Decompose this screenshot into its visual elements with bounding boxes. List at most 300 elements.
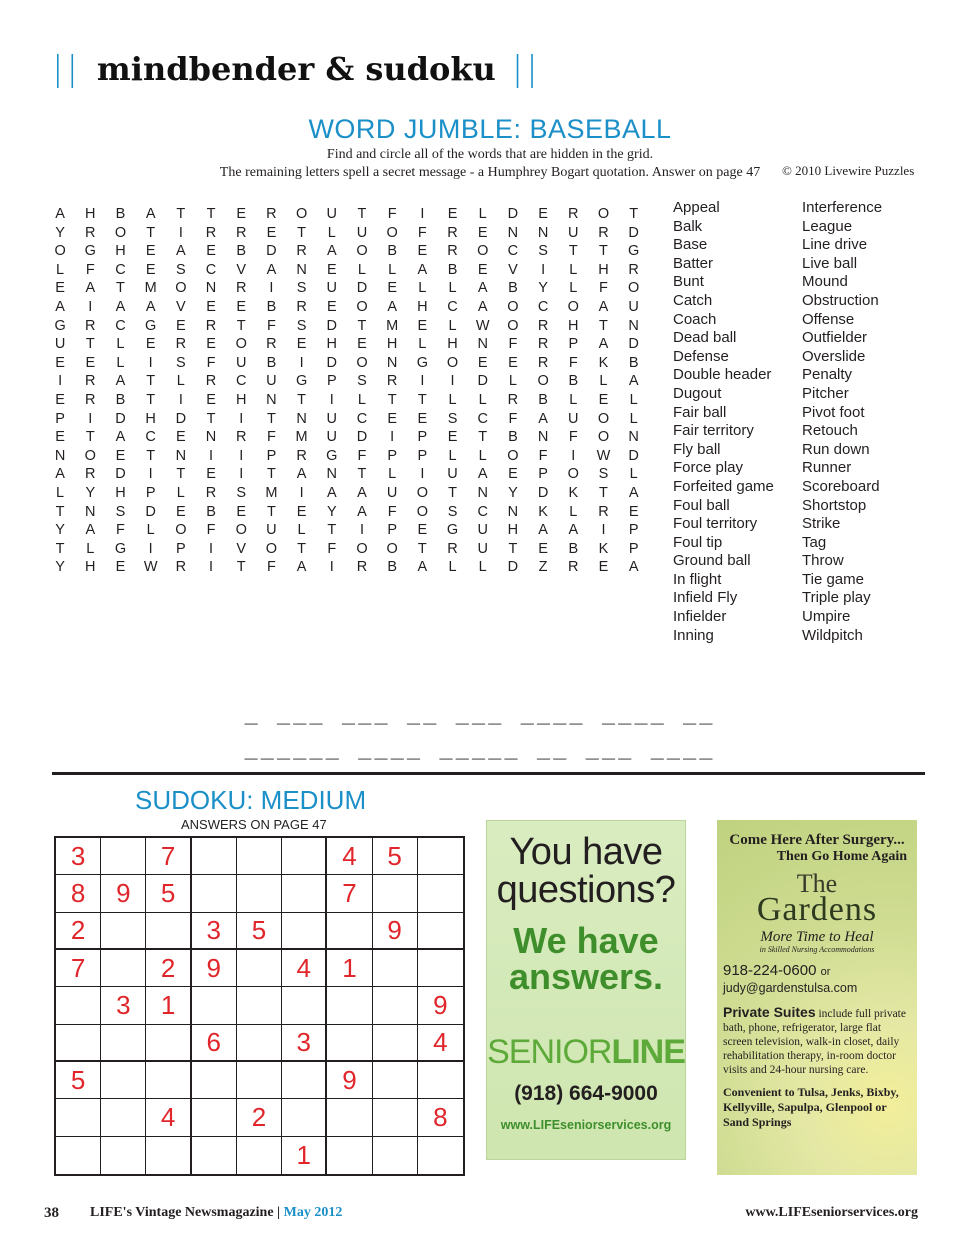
grid-letter[interactable]: Y (85, 484, 96, 501)
grid-letter[interactable]: A (55, 298, 65, 315)
sudoku-grid[interactable] (54, 836, 465, 1176)
grid-letter[interactable]: F (508, 336, 518, 353)
grid-letter[interactable]: A (538, 522, 548, 539)
grid-letter[interactable]: R (235, 224, 247, 241)
grid-letter[interactable]: A (296, 466, 307, 483)
sudoku-cell[interactable]: 3 (101, 987, 146, 1024)
grid-letter[interactable]: E (508, 466, 518, 483)
sudoku-cell[interactable]: 8 (56, 875, 101, 912)
grid-letter[interactable]: C (477, 503, 488, 520)
grid-letter[interactable]: L (569, 261, 578, 278)
grid-letter[interactable]: B (115, 391, 126, 408)
grid-letter[interactable]: D (115, 466, 126, 483)
grid-letter[interactable]: L (56, 484, 65, 501)
grid-letter[interactable]: T (146, 391, 156, 408)
grid-letter[interactable]: E (55, 354, 65, 371)
grid-letter[interactable]: A (477, 298, 488, 315)
grid-letter[interactable]: L (478, 559, 487, 576)
grid-letter[interactable]: I (148, 466, 153, 483)
grid-letter[interactable]: A (85, 280, 96, 297)
grid-letter[interactable]: U (54, 336, 66, 353)
sudoku-cell[interactable]: 7 (146, 838, 191, 875)
grid-letter[interactable]: R (537, 317, 549, 334)
grid-letter[interactable]: O (295, 206, 308, 222)
grid-letter[interactable]: I (450, 373, 455, 390)
grid-letter[interactable]: I (239, 466, 244, 483)
grid-letter[interactable]: T (599, 484, 608, 501)
grid-letter[interactable]: T (387, 391, 397, 408)
grid-letter[interactable]: L (176, 484, 185, 501)
grid-letter[interactable]: T (55, 503, 65, 520)
grid-letter[interactable]: P (387, 447, 397, 464)
grid-letter[interactable]: E (417, 243, 428, 260)
grid-letter[interactable]: E (145, 261, 156, 278)
sudoku-cell[interactable] (418, 913, 463, 950)
sudoku-cell[interactable] (373, 987, 418, 1024)
grid-letter[interactable]: P (55, 410, 65, 427)
grid-letter[interactable]: G (446, 522, 459, 539)
grid-letter[interactable]: O (567, 298, 579, 315)
grid-letter[interactable]: T (357, 466, 367, 483)
sudoku-cell[interactable]: 6 (192, 1025, 237, 1062)
sudoku-cell[interactable] (373, 875, 418, 912)
grid-letter[interactable]: U (266, 522, 277, 539)
grid-letter[interactable]: I (420, 466, 425, 483)
grid-letter[interactable]: E (266, 224, 277, 241)
grid-letter[interactable]: G (326, 447, 338, 464)
grid-letter[interactable]: N (507, 503, 519, 520)
sudoku-cell[interactable] (146, 1025, 191, 1062)
grid-letter[interactable]: H (598, 261, 609, 278)
grid-letter[interactable]: O (356, 298, 368, 315)
grid-letter[interactable]: T (236, 317, 246, 334)
sudoku-cell[interactable] (237, 950, 282, 987)
grid-letter[interactable]: R (205, 373, 217, 390)
grid-letter[interactable]: U (356, 224, 368, 241)
grid-letter[interactable]: U (266, 373, 277, 390)
grid-letter[interactable]: K (598, 540, 609, 557)
grid-letter[interactable]: Y (55, 522, 65, 539)
grid-letter[interactable]: K (568, 484, 579, 501)
grid-letter[interactable]: E (145, 243, 156, 260)
grid-letter[interactable]: U (477, 522, 488, 539)
grid-letter[interactable]: R (356, 559, 368, 576)
grid-letter[interactable]: T (599, 317, 608, 334)
sudoku-cell[interactable] (146, 913, 191, 950)
grid-letter[interactable]: E (236, 206, 247, 222)
grid-letter[interactable]: F (538, 447, 548, 464)
grid-letter[interactable]: S (115, 503, 126, 520)
grid-letter[interactable]: B (568, 373, 579, 390)
sudoku-cell[interactable] (282, 913, 327, 950)
grid-letter[interactable]: R (296, 447, 307, 464)
grid-letter[interactable]: A (357, 484, 367, 501)
grid-letter[interactable]: P (628, 522, 639, 539)
grid-letter[interactable]: O (175, 280, 187, 297)
grid-letter[interactable]: L (478, 447, 487, 464)
grid-letter[interactable]: R (85, 224, 96, 241)
grid-letter[interactable]: T (176, 206, 186, 222)
grid-letter[interactable]: L (176, 373, 185, 390)
grid-letter[interactable]: F (357, 447, 367, 464)
grid-letter[interactable]: N (628, 429, 639, 446)
grid-letter[interactable]: G (628, 243, 640, 260)
grid-letter[interactable]: L (569, 503, 578, 520)
sudoku-cell[interactable]: 5 (146, 875, 191, 912)
grid-letter[interactable]: H (115, 484, 126, 501)
grid-letter[interactable]: H (447, 336, 458, 353)
grid-letter[interactable]: A (598, 336, 609, 353)
grid-letter[interactable]: B (115, 206, 126, 222)
sudoku-cell[interactable] (373, 1137, 418, 1174)
grid-letter[interactable]: T (417, 391, 427, 408)
grid-letter[interactable]: B (568, 540, 579, 557)
grid-letter[interactable]: C (115, 261, 126, 278)
grid-letter[interactable]: H (507, 522, 519, 539)
grid-letter[interactable]: U (628, 298, 639, 315)
grid-letter[interactable]: H (417, 298, 428, 315)
grid-letter[interactable]: R (447, 224, 458, 241)
grid-letter[interactable]: N (175, 447, 187, 464)
grid-letter[interactable]: C (356, 410, 368, 427)
grid-letter[interactable]: I (601, 522, 606, 539)
grid-letter[interactable]: V (176, 298, 186, 315)
grid-letter[interactable]: A (115, 373, 126, 390)
grid-letter[interactable]: I (269, 280, 274, 297)
grid-letter[interactable]: O (356, 540, 368, 557)
grid-letter[interactable]: T (176, 466, 186, 483)
grid-letter[interactable]: M (144, 280, 157, 297)
sudoku-cell[interactable] (56, 1025, 101, 1062)
sudoku-cell[interactable] (56, 1099, 101, 1136)
grid-letter[interactable]: U (568, 410, 579, 427)
sudoku-cell[interactable] (373, 1025, 418, 1062)
grid-letter[interactable]: E (387, 410, 397, 427)
sudoku-cell[interactable]: 8 (418, 1099, 463, 1136)
grid-letter[interactable]: N (386, 354, 398, 371)
sudoku-cell[interactable]: 3 (56, 838, 101, 875)
grid-letter[interactable]: O (628, 280, 640, 297)
sudoku-cell[interactable]: 9 (192, 950, 237, 987)
sudoku-cell[interactable] (418, 838, 463, 875)
grid-letter[interactable]: T (417, 540, 427, 557)
grid-letter[interactable]: O (235, 522, 247, 539)
grid-letter[interactable]: N (266, 391, 277, 408)
grid-letter[interactable]: T (297, 224, 307, 241)
grid-letter[interactable]: H (568, 317, 579, 334)
sudoku-cell[interactable] (56, 987, 101, 1024)
grid-letter[interactable]: N (85, 503, 96, 520)
sudoku-cell[interactable] (282, 1062, 327, 1099)
grid-letter[interactable]: A (266, 261, 277, 278)
grid-letter[interactable]: E (176, 503, 186, 520)
sudoku-cell[interactable]: 4 (282, 950, 327, 987)
grid-letter[interactable]: E (508, 354, 518, 371)
sudoku-cell[interactable] (237, 838, 282, 875)
grid-letter[interactable]: C (507, 243, 519, 260)
grid-letter[interactable]: R (235, 429, 247, 446)
sudoku-cell[interactable] (101, 950, 146, 987)
grid-letter[interactable]: A (628, 559, 639, 576)
grid-letter[interactable]: L (629, 391, 638, 408)
grid-letter[interactable]: E (357, 336, 367, 353)
sudoku-cell[interactable] (373, 1062, 418, 1099)
grid-letter[interactable]: L (418, 336, 427, 353)
grid-letter[interactable]: U (326, 280, 338, 297)
sudoku-cell[interactable] (192, 875, 237, 912)
grid-letter[interactable]: I (88, 298, 93, 315)
grid-letter[interactable]: F (266, 559, 276, 576)
grid-letter[interactable]: R (386, 373, 398, 390)
grid-letter[interactable]: M (386, 317, 399, 334)
grid-letter[interactable]: H (85, 206, 96, 222)
grid-letter[interactable]: C (145, 429, 156, 446)
grid-letter[interactable]: B (206, 503, 216, 520)
grid-letter[interactable]: L (357, 261, 366, 278)
grid-letter[interactable]: W (143, 559, 158, 576)
sudoku-cell[interactable] (237, 1062, 282, 1099)
grid-letter[interactable]: A (598, 298, 609, 315)
grid-letter[interactable]: A (176, 243, 186, 260)
grid-letter[interactable]: I (420, 206, 425, 222)
sudoku-cell[interactable]: 9 (101, 875, 146, 912)
sudoku-cell[interactable] (101, 913, 146, 950)
grid-letter[interactable]: F (508, 410, 518, 427)
grid-letter[interactable]: I (541, 261, 546, 278)
grid-letter[interactable]: A (115, 298, 126, 315)
grid-letter[interactable]: O (175, 522, 187, 539)
grid-letter[interactable]: S (357, 373, 367, 390)
grid-letter[interactable]: A (357, 503, 367, 520)
grid-letter[interactable]: R (568, 206, 579, 222)
grid-letter[interactable]: B (628, 354, 639, 371)
grid-letter[interactable]: I (390, 429, 395, 446)
grid-letter[interactable]: O (507, 298, 519, 315)
grid-letter[interactable]: B (387, 243, 397, 260)
grid-letter[interactable]: H (235, 391, 247, 408)
grid-letter[interactable]: E (326, 298, 337, 315)
grid-letter[interactable]: R (507, 391, 519, 408)
sudoku-cell[interactable] (373, 1099, 418, 1136)
grid-letter[interactable]: Y (55, 559, 65, 576)
grid-letter[interactable]: O (537, 373, 549, 390)
grid-letter[interactable]: L (448, 317, 457, 334)
grid-letter[interactable]: S (236, 484, 247, 501)
sudoku-cell[interactable] (282, 987, 327, 1024)
grid-letter[interactable]: S (296, 317, 307, 334)
grid-letter[interactable]: N (507, 224, 519, 241)
grid-letter[interactable]: E (417, 317, 428, 334)
grid-letter[interactable]: A (115, 429, 126, 446)
grid-letter[interactable]: L (327, 224, 336, 241)
grid-letter[interactable]: O (507, 317, 519, 334)
grid-letter[interactable]: O (477, 243, 489, 260)
grid-letter[interactable]: T (206, 410, 216, 427)
grid-letter[interactable]: R (447, 243, 458, 260)
grid-letter[interactable]: T (85, 429, 95, 446)
grid-letter[interactable]: I (209, 540, 214, 557)
grid-letter[interactable]: L (478, 391, 487, 408)
grid-letter[interactable]: T (146, 373, 156, 390)
grid-letter[interactable]: P (568, 336, 579, 353)
grid-letter[interactable]: L (418, 280, 427, 297)
grid-letter[interactable]: U (326, 206, 338, 222)
grid-letter[interactable]: L (569, 280, 578, 297)
grid-letter[interactable]: T (297, 391, 307, 408)
sudoku-cell[interactable]: 9 (327, 1062, 372, 1099)
sudoku-cell[interactable] (192, 1062, 237, 1099)
grid-letter[interactable]: C (477, 410, 488, 427)
grid-letter[interactable]: B (266, 354, 277, 371)
grid-letter[interactable]: O (235, 336, 247, 353)
grid-letter[interactable]: O (416, 503, 428, 520)
grid-letter[interactable]: E (176, 317, 186, 334)
grid-letter[interactable]: D (115, 410, 126, 427)
sudoku-cell[interactable] (101, 1137, 146, 1174)
gardens-ad[interactable] (717, 820, 917, 1175)
sudoku-cell[interactable] (101, 1025, 146, 1062)
sudoku-cell[interactable] (146, 1062, 191, 1099)
grid-letter[interactable]: A (145, 206, 156, 222)
grid-letter[interactable]: B (236, 243, 247, 260)
sudoku-cell[interactable] (418, 875, 463, 912)
grid-letter[interactable]: Y (326, 503, 337, 520)
grid-letter[interactable]: E (55, 429, 65, 446)
grid-letter[interactable]: E (206, 243, 216, 260)
grid-letter[interactable]: D (145, 503, 156, 520)
grid-letter[interactable]: R (537, 354, 549, 371)
grid-letter[interactable]: G (114, 540, 127, 557)
sudoku-cell[interactable]: 4 (418, 1025, 463, 1062)
grid-letter[interactable]: N (205, 280, 217, 297)
grid-letter[interactable]: F (266, 429, 276, 446)
grid-letter[interactable]: O (446, 354, 459, 371)
sudoku-cell[interactable] (327, 1137, 372, 1174)
grid-letter[interactable]: L (86, 540, 95, 557)
grid-letter[interactable]: N (477, 484, 488, 501)
grid-letter[interactable]: C (115, 317, 126, 334)
sudoku-cell[interactable] (101, 838, 146, 875)
sudoku-cell[interactable]: 9 (418, 987, 463, 1024)
grid-letter[interactable]: O (386, 224, 398, 241)
grid-letter[interactable]: O (416, 484, 428, 501)
grid-letter[interactable]: T (629, 206, 639, 222)
sudoku-cell[interactable]: 5 (56, 1062, 101, 1099)
sudoku-cell[interactable] (237, 875, 282, 912)
grid-letter[interactable]: O (265, 540, 278, 557)
grid-letter[interactable]: S (176, 261, 186, 278)
grid-letter[interactable]: E (55, 280, 65, 297)
grid-letter[interactable]: P (628, 540, 639, 557)
grid-letter[interactable]: I (148, 354, 153, 371)
sudoku-cell[interactable] (101, 1062, 146, 1099)
grid-letter[interactable]: C (447, 298, 458, 315)
grid-letter[interactable]: M (295, 429, 308, 446)
sudoku-cell[interactable] (373, 950, 418, 987)
grid-letter[interactable]: A (628, 373, 639, 390)
grid-letter[interactable]: U (326, 429, 338, 446)
grid-letter[interactable]: R (175, 336, 187, 353)
grid-letter[interactable]: E (55, 391, 65, 408)
grid-letter[interactable]: I (299, 484, 304, 501)
grid-letter[interactable]: I (239, 447, 244, 464)
grid-letter[interactable]: L (146, 522, 155, 539)
grid-letter[interactable]: E (477, 261, 488, 278)
sudoku-cell[interactable] (237, 1137, 282, 1174)
grid-letter[interactable]: F (387, 503, 397, 520)
sudoku-cell[interactable] (56, 1137, 101, 1174)
grid-letter[interactable]: I (299, 354, 304, 371)
grid-letter[interactable]: R (85, 317, 96, 334)
grid-letter[interactable]: E (447, 206, 458, 222)
sudoku-cell[interactable] (282, 1099, 327, 1136)
answer-blanks-line-1[interactable]: _ ___ ___ __ ___ ____ ____ __ (244, 700, 716, 725)
sudoku-cell[interactable] (327, 1025, 372, 1062)
grid-letter[interactable]: A (55, 466, 65, 483)
grid-letter[interactable]: E (387, 280, 397, 297)
grid-letter[interactable]: R (85, 466, 96, 483)
grid-letter[interactable]: C (235, 373, 247, 390)
grid-letter[interactable]: S (538, 243, 548, 260)
grid-letter[interactable]: D (628, 224, 639, 241)
sudoku-cell[interactable] (282, 875, 327, 912)
grid-letter[interactable]: O (54, 243, 66, 260)
grid-letter[interactable]: L (599, 373, 608, 390)
grid-letter[interactable]: O (84, 447, 96, 464)
grid-letter[interactable]: I (148, 540, 153, 557)
grid-letter[interactable]: I (209, 447, 214, 464)
grid-letter[interactable]: D (507, 206, 519, 222)
grid-letter[interactable]: L (56, 261, 65, 278)
grid-letter[interactable]: R (598, 224, 609, 241)
gardens-email[interactable]: judy@gardenstulsa.com (723, 981, 858, 995)
grid-letter[interactable]: R (205, 317, 217, 334)
grid-letter[interactable]: R (205, 484, 217, 501)
grid-letter[interactable]: R (266, 336, 277, 353)
grid-letter[interactable]: H (85, 559, 96, 576)
sudoku-cell[interactable] (327, 913, 372, 950)
grid-letter[interactable]: R (85, 373, 96, 390)
grid-letter[interactable]: V (508, 261, 518, 278)
grid-letter[interactable]: E (206, 391, 216, 408)
grid-letter[interactable]: L (297, 522, 306, 539)
grid-letter[interactable]: F (206, 354, 216, 371)
grid-letter[interactable]: K (598, 354, 609, 371)
grid-letter[interactable]: D (628, 447, 639, 464)
grid-letter[interactable]: D (537, 484, 549, 501)
grid-letter[interactable]: R (85, 391, 96, 408)
grid-letter[interactable]: T (85, 336, 95, 353)
grid-letter[interactable]: E (206, 466, 216, 483)
grid-letter[interactable]: K (538, 503, 548, 520)
grid-letter[interactable]: G (145, 317, 157, 334)
sudoku-cell[interactable]: 1 (146, 987, 191, 1024)
grid-letter[interactable]: O (597, 206, 610, 222)
grid-letter[interactable]: W (596, 447, 611, 464)
grid-letter[interactable]: N (628, 317, 639, 334)
grid-letter[interactable]: L (448, 559, 457, 576)
grid-letter[interactable]: I (571, 447, 576, 464)
sudoku-cell[interactable] (237, 987, 282, 1024)
grid-letter[interactable]: R (628, 261, 639, 278)
grid-letter[interactable]: D (356, 280, 368, 297)
grid-letter[interactable]: F (568, 429, 578, 446)
grid-letter[interactable]: D (326, 354, 338, 371)
grid-letter[interactable]: L (448, 391, 457, 408)
grid-letter[interactable]: U (386, 484, 398, 501)
grid-letter[interactable]: D (326, 317, 338, 334)
grid-letter[interactable]: F (327, 540, 337, 557)
